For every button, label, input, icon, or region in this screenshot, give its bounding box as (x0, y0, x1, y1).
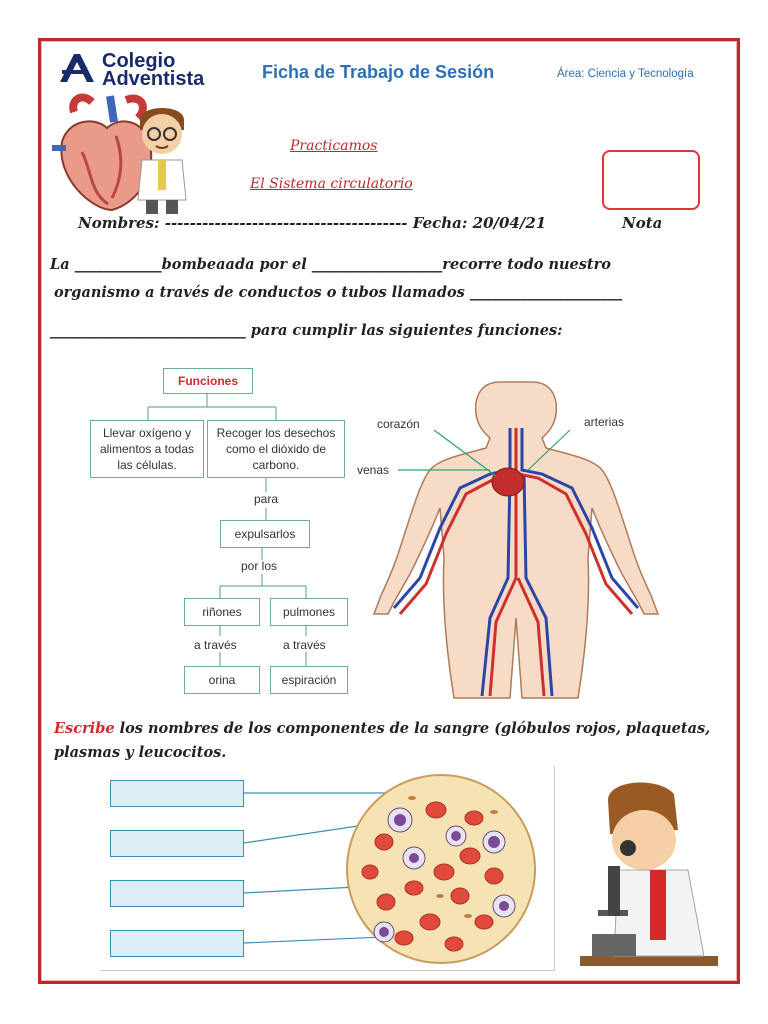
map-node-espiracion: espiración (270, 666, 348, 694)
label-corazon: corazón (377, 417, 420, 431)
page-title: Ficha de Trabajo de Sesión (262, 62, 495, 82)
map-node-expulsarlos: expulsarlos (220, 520, 310, 548)
blood-smear-illustration (344, 772, 538, 966)
instruction-line-2: plasmas y leucocitos. (54, 744, 227, 761)
map-node-rinones: riñones (184, 598, 260, 626)
fill-in-line-3: ___________________________ para cumplir las siguientes funciones: (50, 322, 563, 339)
map-root-funciones: Funciones (163, 368, 253, 394)
map-node-llevar-oxigeno: Llevar oxígeno y alimentos a todas las células. (90, 420, 204, 478)
instruction-text-1: los nombres de los componentes de la sangre (glóbulos rojos, plaquetas, (114, 720, 711, 737)
fill-in-line-2: organismo a través de conductos o tubos llamados _____________________ (54, 284, 623, 301)
student-info-line: Nombres: --------------------------------------- Fecha: 20/04/21 (78, 214, 547, 232)
fill-in-line-1: La ____________bombeaada por el __________________recorre todo nuestro (50, 256, 611, 273)
logo-line1: Colegio (102, 50, 176, 72)
map-label-a-traves-2: a través (283, 638, 326, 652)
instruction-red-word: Escribe (54, 720, 115, 737)
map-node-pulmones: pulmones (270, 598, 348, 626)
logo-line2: Adventista (102, 68, 205, 90)
map-node-orina: orina (184, 666, 260, 694)
practicamos-heading: Practicamos (290, 138, 378, 154)
map-node-recoger-desechos: Recoger los desechos como el dióxido de carbono. (207, 420, 345, 478)
map-label-para: para (254, 492, 279, 506)
topic-heading: El Sistema circulatorio (250, 176, 413, 192)
map-label-por-los: por los (241, 559, 278, 573)
microscope-boy-illustration (578, 770, 720, 970)
map-label-a-traves-1: a través (194, 638, 237, 652)
label-venas: venas (357, 463, 390, 477)
nota-label: Nota (622, 214, 663, 232)
subject-area: Área: Ciencia y Tecnología (557, 68, 694, 80)
label-arterias: arterias (584, 415, 625, 429)
